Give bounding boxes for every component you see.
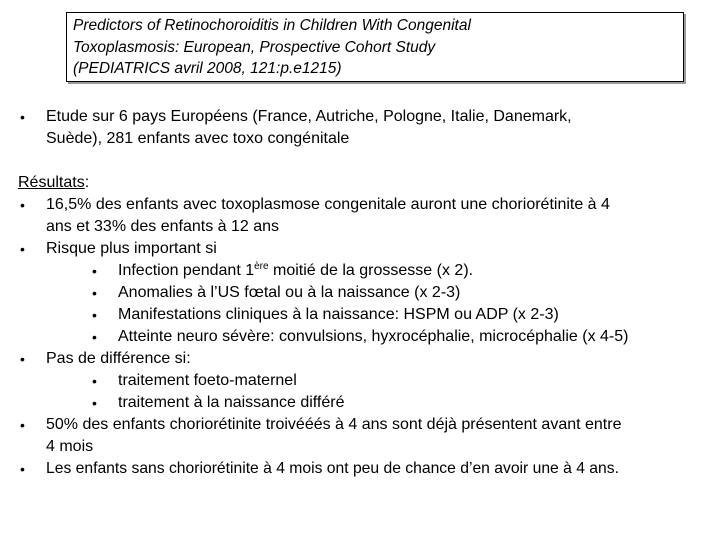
result-item-1-line-2: ans et 33% des enfants à 12 ans [46,218,280,235]
bullet-item-1: • [20,197,25,213]
bullet-sub-3a: • [92,373,97,389]
result-item-4-line-1: 50% des enfants choriorétinite troivééés à 4 ans sont déjà présentent avant entre [46,416,622,433]
result-item-3: Pas de différence si: [46,350,191,367]
sub-item-2b: Anomalies à l’US fœtal ou à la naissance (x 2-3) [118,284,461,301]
bullet-sub-2d: • [92,329,97,345]
sub-item-2a [118,260,473,282]
results-heading [18,172,89,194]
results-heading-colon: : [84,174,90,191]
sub-item-2a-pre: Infection pendant 1 [118,262,255,279]
bullet-item-2: • [20,241,25,257]
results-heading-label: Résultats [18,174,85,191]
sub-item-2a-superscript: ère [254,261,269,272]
bullet-sub-2a: • [92,263,97,279]
intro-line-2: Suède), 281 enfants avec toxo congénitale [46,130,350,147]
intro-line-1: Etude sur 6 pays Européens (France, Autriche, Pologne, Italie, Danemark, [46,108,572,125]
result-item-5: Les enfants sans choriorétinite à 4 mois ont peu de chance d’en avoir une à 4 ans. [46,460,619,477]
result-item-4-line-2: 4 mois [46,438,94,455]
title-line-1: Predictors of Retinochoroiditis in Children With Congenital [73,17,471,34]
sub-item-2d: Atteinte neuro sévère: convulsions, hyxrocéphalie, microcéphalie (x 4-5) [118,328,629,345]
bullet-intro: • [20,109,25,125]
title-line-2: Toxoplasmosis: European, Prospective Cohort Study [73,38,436,56]
bullet-sub-2c: • [92,307,97,323]
result-item-1-line-1: 16,5% des enfants avec toxoplasmose congenitale auront une choriorétinite à 4 [46,196,610,213]
result-item-2: Risque plus important si [46,240,217,257]
sub-item-3b: traitement à la naissance différé [118,394,345,411]
title-box [66,12,684,82]
sub-item-2a-post: moitié de la grossesse (x 2). [268,262,474,279]
sub-item-2c: Manifestations cliniques à la naissance: HSPM ou ADP (x 2-3) [118,306,559,323]
bullet-item-3: • [20,351,25,367]
bullet-sub-3b: • [92,395,97,411]
bullet-item-5: • [20,461,25,477]
bullet-item-4: • [20,417,25,433]
sub-item-3a: traitement foeto-maternel [118,372,297,389]
title-line-3: (PEDIATRICS avril 2008, 121:p.e1215) [73,60,342,77]
bullet-sub-2b: • [92,285,97,301]
